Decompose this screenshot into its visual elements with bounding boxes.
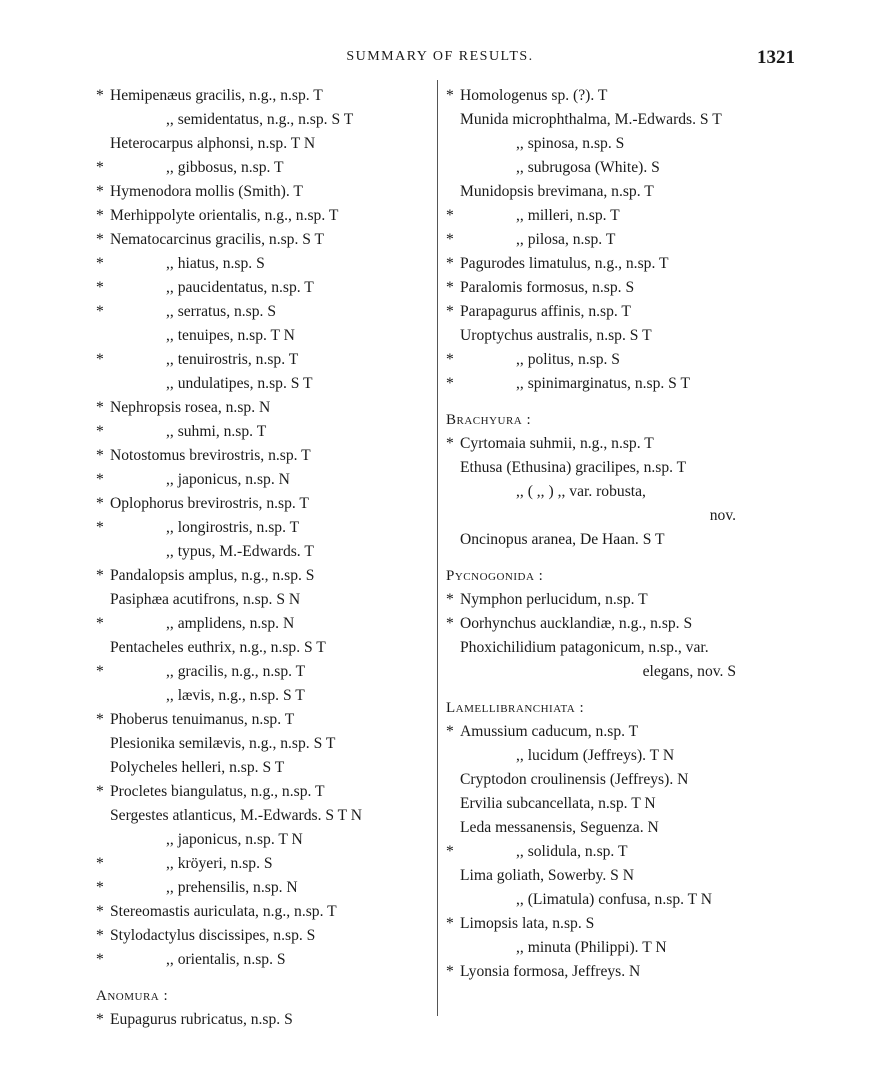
new-species-marker: * — [446, 723, 454, 740]
species-text: Polycheles helleri, n.sp. S T — [110, 759, 285, 776]
species-text: ,, spinimarginatus, n.sp. S T — [516, 375, 690, 392]
group-heading-anomura: Anomura : — [96, 988, 169, 1004]
new-species-marker: * — [96, 303, 104, 320]
species-text: ,, semidentatus, n.g., n.sp. S T — [166, 111, 354, 128]
species-entry — [96, 732, 431, 756]
species-entry — [446, 456, 791, 480]
new-species-marker: * — [96, 183, 104, 200]
new-species-marker: * — [96, 279, 104, 296]
species-text: Phoxichilidium patagonicum, n.sp., var. — [460, 639, 709, 656]
new-species-marker: * — [96, 879, 104, 896]
new-species-marker: * — [96, 519, 104, 536]
new-species-marker: * — [446, 303, 454, 320]
species-text: Nephropsis rosea, n.sp. N — [110, 399, 271, 416]
species-text-continuation: nov. — [709, 507, 736, 524]
species-entry — [96, 660, 431, 684]
new-species-marker: * — [96, 87, 104, 104]
species-text: ,, (Limatula) confusa, n.sp. T N — [516, 891, 713, 908]
species-text: ,, hiatus, n.sp. S — [166, 255, 265, 272]
species-entry — [96, 204, 431, 228]
species-text: ,, politus, n.sp. S — [516, 351, 620, 368]
species-text: ,, typus, M.-Edwards. T — [166, 543, 314, 560]
new-species-marker: * — [96, 663, 104, 680]
species-text: ,, lævis, n.g., n.sp. S T — [166, 687, 305, 704]
species-text: ,, ( ,, ) ,, var. robusta, — [516, 483, 646, 500]
species-entry — [96, 780, 431, 804]
new-species-marker: * — [446, 279, 454, 296]
new-species-marker: * — [446, 375, 454, 392]
species-entry — [446, 912, 791, 936]
new-species-marker: * — [96, 903, 104, 920]
species-text: ,, prehensilis, n.sp. N — [166, 879, 298, 896]
species-text: ,, japonicus, n.sp. N — [166, 471, 290, 488]
running-head: SUMMARY OF RESULTS. — [346, 49, 534, 64]
new-species-marker: * — [446, 231, 454, 248]
species-text: Oorhynchus aucklandiæ, n.g., n.sp. S — [460, 615, 693, 632]
species-entry — [446, 348, 791, 372]
species-text: ,, serratus, n.sp. S — [166, 303, 277, 320]
species-text: Notostomus brevirostris, n.sp. T — [110, 447, 311, 464]
species-entry — [96, 540, 431, 564]
new-species-marker: * — [446, 915, 454, 932]
new-species-marker: * — [446, 591, 454, 608]
species-text: ,, tenuirostris, n.sp. T — [166, 351, 299, 368]
species-text: Phoberus tenuimanus, n.sp. T — [110, 711, 295, 728]
species-text: Eupagurus rubricatus, n.sp. S — [110, 1011, 293, 1028]
species-text: Lyonsia formosa, Jeffreys. N — [460, 963, 641, 980]
left-column — [96, 84, 431, 1032]
species-list-macrura — [96, 84, 431, 972]
group-heading-brachyura: Brachyura : — [446, 412, 532, 428]
species-text: Pagurodes limatulus, n.g., n.sp. T — [460, 255, 669, 272]
species-text: ,, solidula, n.sp. T — [516, 843, 628, 860]
new-species-marker: * — [96, 495, 104, 512]
species-entry — [446, 768, 791, 792]
species-entry — [96, 1008, 431, 1032]
new-species-marker: * — [446, 435, 454, 452]
species-entry — [446, 84, 791, 108]
species-text: Cyrtomaia suhmii, n.g., n.sp. T — [460, 435, 654, 452]
species-text: Cryptodon croulinensis (Jeffreys). N — [460, 771, 689, 788]
new-species-marker: * — [96, 783, 104, 800]
species-text: ,, kröyeri, n.sp. S — [166, 855, 273, 872]
species-entry — [96, 420, 431, 444]
new-species-marker: * — [96, 1011, 104, 1028]
species-text: ,, gibbosus, n.sp. T — [166, 159, 284, 176]
species-entry — [96, 396, 431, 420]
species-entry — [96, 468, 431, 492]
species-text: Pentacheles euthrix, n.g., n.sp. S T — [110, 639, 326, 656]
species-text: ,, milleri, n.sp. T — [516, 207, 620, 224]
species-entry — [96, 564, 431, 588]
species-entry — [446, 156, 791, 180]
species-text-continuation: elegans, nov. S — [642, 663, 736, 680]
species-entry — [96, 324, 431, 348]
species-text: Homologenus sp. (?). T — [460, 87, 608, 104]
species-list-lamellibranchiata — [446, 720, 791, 984]
new-species-marker: * — [446, 351, 454, 368]
species-entry — [96, 588, 431, 612]
species-text: Merhippolyte orientalis, n.g., n.sp. T — [110, 207, 339, 224]
species-text: ,, lucidum (Jeffreys). T N — [516, 747, 675, 764]
species-entry — [96, 900, 431, 924]
species-entry — [446, 744, 791, 768]
species-text: Paralomis formosus, n.sp. S — [460, 279, 635, 296]
species-text: ,, tenuipes, n.sp. T N — [166, 327, 295, 344]
new-species-marker: * — [446, 963, 454, 980]
species-text: Sergestes atlanticus, M.-Edwards. S T N — [110, 807, 363, 824]
species-text: Nematocarcinus gracilis, n.sp. S T — [110, 231, 325, 248]
species-entry — [446, 792, 791, 816]
species-entry — [446, 252, 791, 276]
new-species-marker: * — [96, 399, 104, 416]
species-text: Ethusa (Ethusina) gracilipes, n.sp. T — [460, 459, 687, 476]
species-entry — [446, 888, 791, 912]
species-text: Oplophorus brevirostris, n.sp. T — [110, 495, 309, 512]
new-species-marker: * — [96, 159, 104, 176]
species-entry — [96, 612, 431, 636]
species-text: ,, undulatipes, n.sp. S T — [166, 375, 313, 392]
page-number: 1321 — [757, 47, 795, 68]
group-heading-pycnogonida: Pycnogonida : — [446, 568, 544, 584]
species-text: ,, gracilis, n.g., n.sp. T — [166, 663, 306, 680]
species-entry — [96, 804, 431, 828]
new-species-marker: * — [446, 843, 454, 860]
species-list-anomura-cont — [446, 84, 791, 396]
species-text: Heterocarpus alphonsi, n.sp. T N — [110, 135, 316, 152]
species-entry — [446, 180, 791, 204]
species-entry — [96, 828, 431, 852]
new-species-marker: * — [96, 567, 104, 584]
species-text: Amussium caducum, n.sp. T — [460, 723, 639, 740]
new-species-marker: * — [96, 615, 104, 632]
species-entry — [446, 432, 791, 456]
species-entry — [446, 636, 791, 684]
species-text: ,, subrugosa (White). S — [516, 159, 660, 176]
species-text: Hymenodora mollis (Smith). T — [110, 183, 303, 200]
species-entry — [446, 132, 791, 156]
column-divider — [437, 80, 438, 1016]
species-text: Hemipenæus gracilis, n.g., n.sp. T — [110, 87, 323, 104]
species-text: Munidopsis brevimana, n.sp. T — [460, 183, 654, 200]
species-text: Pasiphæa acutifrons, n.sp. S N — [110, 591, 301, 608]
species-text: Parapagurus affinis, n.sp. T — [460, 303, 631, 320]
new-species-marker: * — [96, 423, 104, 440]
group-heading-lamellibranchiata: Lamellibranchiata : — [446, 700, 585, 716]
species-entry — [446, 816, 791, 840]
species-text: ,, suhmi, n.sp. T — [166, 423, 267, 440]
species-list-pycnogonida — [446, 588, 791, 684]
new-species-marker: * — [96, 471, 104, 488]
species-text: Lima goliath, Sowerby. S N — [460, 867, 634, 884]
species-entry — [446, 300, 791, 324]
species-entry — [446, 960, 791, 984]
species-text: Pandalopsis amplus, n.g., n.sp. S — [110, 567, 315, 584]
new-species-marker: * — [96, 207, 104, 224]
new-species-marker: * — [96, 951, 104, 968]
species-entry — [96, 684, 431, 708]
species-entry — [446, 108, 791, 132]
species-text: ,, minuta (Philippi). T N — [516, 939, 667, 956]
species-entry — [96, 228, 431, 252]
species-entry — [446, 372, 791, 396]
species-entry — [96, 924, 431, 948]
new-species-marker: * — [446, 255, 454, 272]
species-entry — [96, 444, 431, 468]
species-text: Nymphon perlucidum, n.sp. T — [460, 591, 648, 608]
new-species-marker: * — [96, 927, 104, 944]
new-species-marker: * — [96, 711, 104, 728]
species-text: Uroptychus australis, n.sp. S T — [460, 327, 652, 344]
new-species-marker: * — [96, 855, 104, 872]
species-entry — [96, 132, 431, 156]
species-text: Stereomastis auriculata, n.g., n.sp. T — [110, 903, 337, 920]
species-entry — [446, 324, 791, 348]
species-entry — [96, 876, 431, 900]
species-entry — [96, 252, 431, 276]
species-entry — [446, 228, 791, 252]
species-entry — [446, 720, 791, 744]
new-species-marker: * — [446, 207, 454, 224]
species-text: ,, japonicus, n.sp. T N — [166, 831, 303, 848]
species-entry — [446, 936, 791, 960]
species-entry — [96, 84, 431, 108]
species-text: Limopsis lata, n.sp. S — [460, 915, 595, 932]
species-entry — [96, 348, 431, 372]
species-text: ,, pilosa, n.sp. T — [516, 231, 616, 248]
species-entry — [96, 852, 431, 876]
species-entry — [446, 528, 791, 552]
species-entry — [96, 516, 431, 540]
species-entry — [446, 588, 791, 612]
species-text: Plesionika semilævis, n.g., n.sp. S T — [110, 735, 336, 752]
new-species-marker: * — [96, 447, 104, 464]
species-entry — [96, 492, 431, 516]
new-species-marker: * — [96, 351, 104, 368]
species-entry — [446, 612, 791, 636]
right-column — [446, 84, 791, 984]
new-species-marker: * — [446, 615, 454, 632]
species-entry — [446, 276, 791, 300]
species-entry — [96, 372, 431, 396]
species-entry — [96, 636, 431, 660]
species-entry — [96, 948, 431, 972]
new-species-marker: * — [96, 255, 104, 272]
species-text: Munida microphthalma, M.-Edwards. S T — [460, 111, 722, 128]
species-entry — [96, 708, 431, 732]
species-list-brachyura — [446, 432, 791, 552]
species-text: Leda messanensis, Seguenza. N — [460, 819, 659, 836]
species-text: Stylodactylus discissipes, n.sp. S — [110, 927, 316, 944]
species-text: Oncinopus aranea, De Haan. S T — [460, 531, 665, 548]
species-text: ,, spinosa, n.sp. S — [516, 135, 625, 152]
new-species-marker: * — [446, 87, 454, 104]
species-text: ,, orientalis, n.sp. S — [166, 951, 286, 968]
species-entry — [96, 756, 431, 780]
species-entry — [446, 480, 791, 528]
species-entry — [96, 300, 431, 324]
species-text: ,, longirostris, n.sp. T — [166, 519, 300, 536]
species-text: ,, amplidens, n.sp. N — [166, 615, 295, 632]
species-entry — [96, 276, 431, 300]
species-text: Procletes biangulatus, n.g., n.sp. T — [110, 783, 325, 800]
species-text: ,, paucidentatus, n.sp. T — [166, 279, 314, 296]
species-entry — [96, 156, 431, 180]
species-entry — [446, 864, 791, 888]
new-species-marker: * — [96, 231, 104, 248]
species-text: Ervilia subcancellata, n.sp. T N — [460, 795, 656, 812]
species-entry — [446, 840, 791, 864]
species-entry — [96, 108, 431, 132]
species-entry — [446, 204, 791, 228]
species-entry — [96, 180, 431, 204]
